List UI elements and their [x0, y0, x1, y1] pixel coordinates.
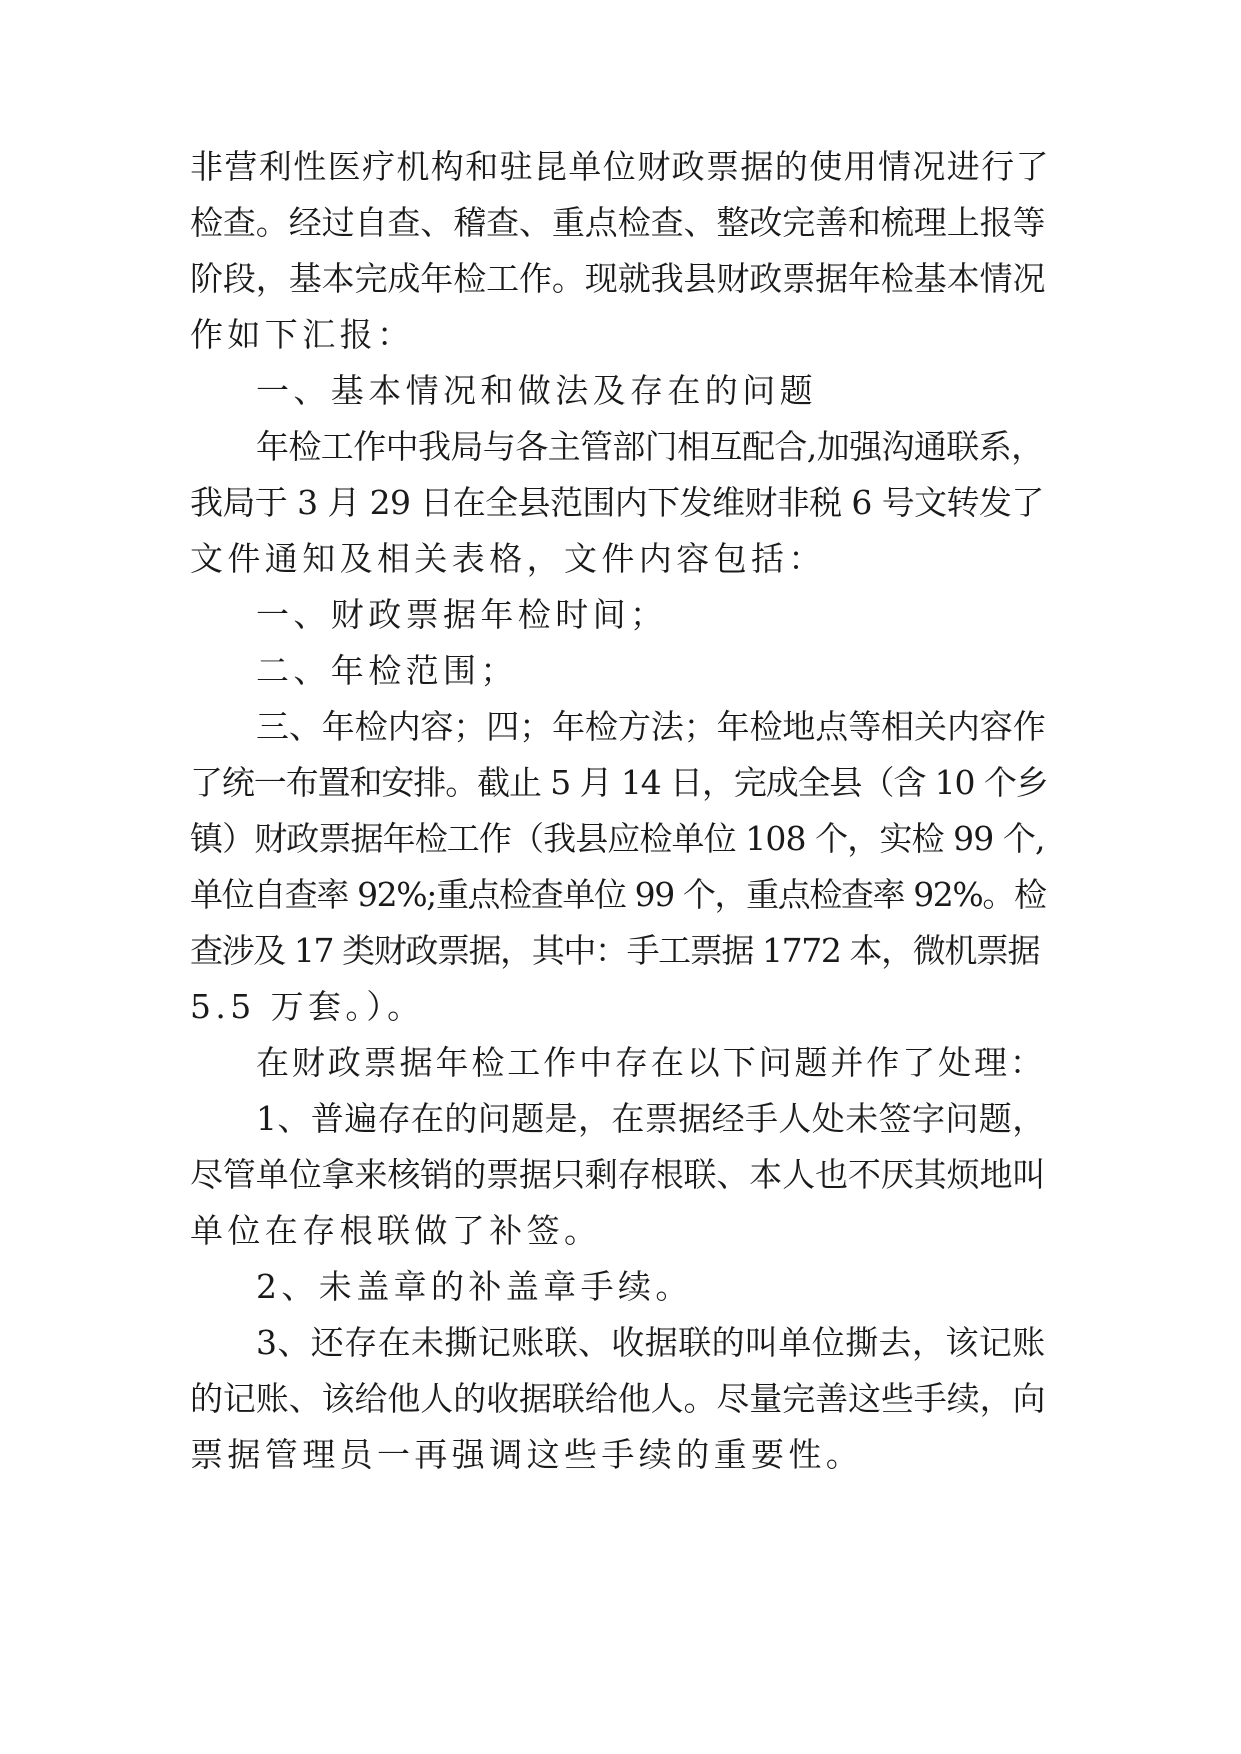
text-line: 年检工作中我局与各主管部门相互配合,加强沟通联系， — [256, 427, 1044, 466]
list-item: 二、年检范围； — [256, 651, 518, 690]
text-line: 我局于 3 月 29 日在全县范围内下发维财非税 6 号文转发了 — [190, 483, 1044, 522]
text-line: 镇）财政票据年检工作（我县应检单位 108 个，实检 99 个, — [190, 819, 1045, 858]
text-line: 检查。经过自查、稽查、重点检查、整改完善和梳理上报等 — [190, 203, 1046, 242]
list-item: 2、未盖章的补盖章手续。 — [256, 1267, 693, 1306]
text-line: 作如下汇报： — [190, 315, 415, 354]
text-line: 的记账、该给他人的收据联给他人。尽量完善这些手续，向 — [190, 1379, 1046, 1418]
text-line: 查涉及 17 类财政票据，其中：手工票据 1772 本，微机票据 — [190, 931, 1040, 970]
list-item: 3、还存在未撕记账联、收据联的叫单位撕去，该记账 — [256, 1323, 1046, 1362]
text-line: 单位在存根联做了补签。 — [190, 1211, 602, 1250]
text-line: 票据管理员一再强调这些手续的重要性。 — [190, 1435, 864, 1474]
text-line: 在财政票据年检工作中存在以下问题并作了处理： — [256, 1043, 1046, 1082]
list-item: 一、财政票据年检时间； — [256, 595, 668, 634]
text-line: 尽管单位拿来核销的票据只剩存根联、本人也不厌其烦地叫 — [190, 1155, 1046, 1194]
section-heading: 一、基本情况和做法及存在的问题 — [256, 371, 817, 410]
text-line: 阶段，基本完成年检工作。现就我县财政票据年检基本情况 — [190, 259, 1046, 298]
text-line: 5.5 万套。）。 — [190, 987, 425, 1026]
list-item: 1、普遍存在的问题是，在票据经手人处未签字问题， — [256, 1099, 1046, 1138]
text-line: 文件通知及相关表格，文件内容包括： — [190, 539, 826, 578]
text-line: 单位自查率 92%;重点检查单位 99 个，重点检查率 92%。检 — [190, 875, 1046, 914]
text-line: 非营利性医疗机构和驻昆单位财政票据的使用情况进行了 — [190, 147, 1050, 186]
list-item: 三、年检内容；四；年检方法；年检地点等相关内容作 — [256, 707, 1046, 746]
text-line: 了统一布置和安排。截止 5 月 14 日，完成全县（含 10 个乡 — [190, 763, 1048, 802]
